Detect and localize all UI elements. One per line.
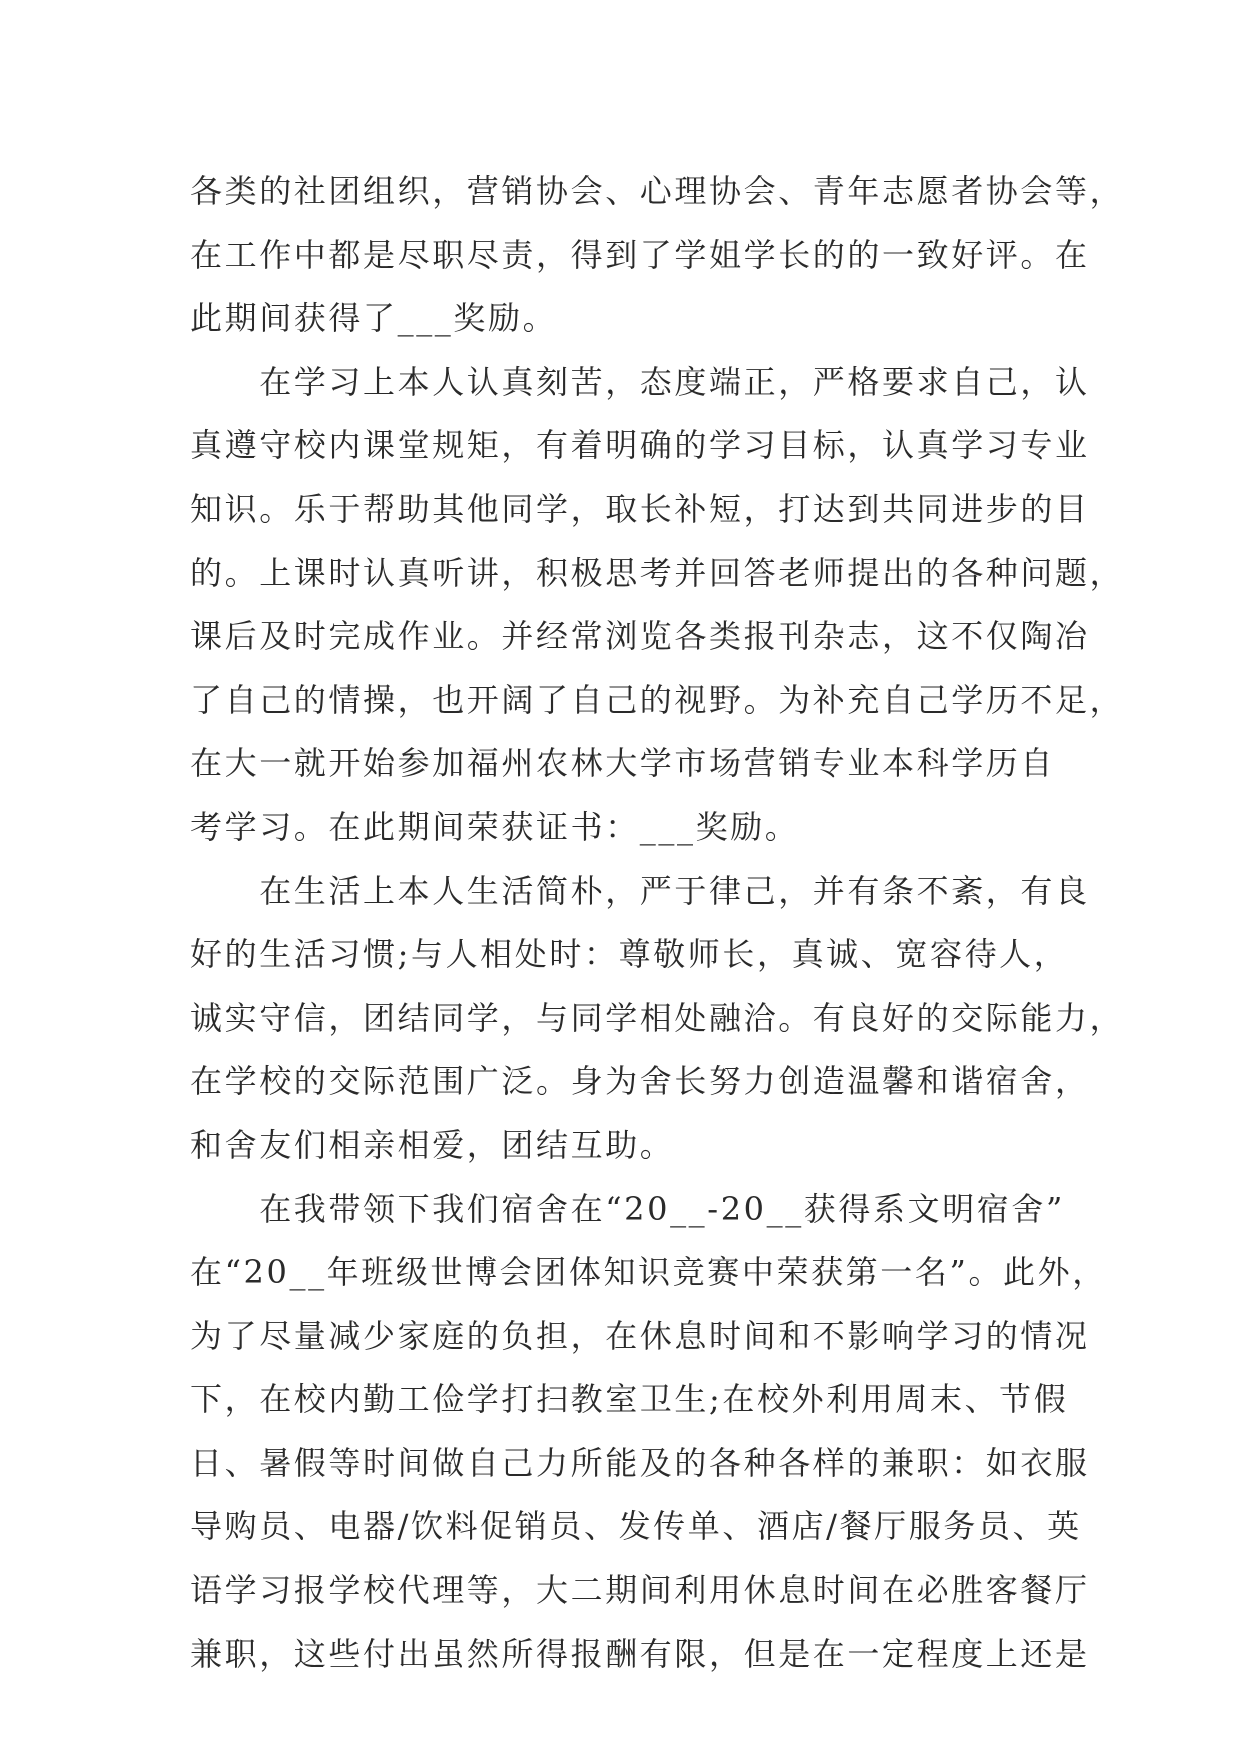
text-line: 兼职，这些付出虽然所得报酬有限，但是在一定程度上还是 xyxy=(190,1634,1090,1673)
text-line: 为了尽量减少家庭的负担，在休息时间和不影响学习的情况 xyxy=(190,1316,1090,1355)
text-line: 在学校的交际范围广泛。身为舍长努力创造温馨和谐宿舍， xyxy=(190,1062,1090,1101)
text-line: 在“20__年班级世博会团体知识竞赛中荣获第一名”。此外， xyxy=(190,1253,1107,1292)
text-line: 各类的社团组织，营销协会、心理协会、青年志愿者协会等， xyxy=(190,172,1125,210)
text-line: 考学习。在此期间荣获证书：___奖励。 xyxy=(190,807,800,846)
text-line: 在生活上本人生活简朴，严于律己，并有条不紊，有良 xyxy=(190,871,1090,910)
text-line: 在大一就开始参加福州农林大学市场营销专业本科学历自 xyxy=(190,744,1056,783)
text-line: 此期间获得了___奖励。 xyxy=(190,299,558,338)
text-line: 下，在校内勤工俭学打扫教室卫生;在校外利用周末、节假 xyxy=(190,1380,1069,1419)
text-line: 的。上课时认真听讲，积极思考并回答老师提出的各种问题， xyxy=(190,553,1125,592)
body-text xyxy=(190,160,1125,1686)
text-line: 日、暑假等时间做自己力所能及的各种各样的兼职：如衣服 xyxy=(190,1443,1090,1482)
text-line: 在学习上本人认真刻苦，态度端正，严格要求自己，认 xyxy=(190,362,1090,401)
text-line: 和舍友们相亲相爱，团结互助。 xyxy=(190,1125,675,1164)
text-line: 导购员、电器/饮料促销员、发传单、酒店/餐厅服务员、英 xyxy=(190,1507,1082,1546)
text-line: 在工作中都是尽职尽责，得到了学姐学长的的一致好评。在 xyxy=(190,235,1090,274)
text-line: 语学习报学校代理等，大二期间利用休息时间在必胜客餐厅 xyxy=(190,1571,1090,1610)
text-line: 在我带领下我们宿舍在“20__-20__获得系文明宿舍” xyxy=(190,1189,1065,1228)
text-line: 诚实守信，团结同学，与同学相处融洽。有良好的交际能力， xyxy=(190,998,1125,1037)
text-line: 了自己的情操，也开阔了自己的视野。为补充自己学历不足， xyxy=(190,680,1125,719)
text-line: 知识。乐于帮助其他同学，取长补短，打达到共同进步的目 xyxy=(190,489,1090,528)
text-line: 好的生活习惯;与人相处时：尊敬师长，真诚、宽容待人， xyxy=(190,935,1069,974)
text-line: 真遵守校内课堂规矩，有着明确的学习目标，认真学习专业 xyxy=(190,426,1090,465)
text-line: 课后及时完成作业。并经常浏览各类报刊杂志，这不仅陶冶 xyxy=(190,617,1090,656)
